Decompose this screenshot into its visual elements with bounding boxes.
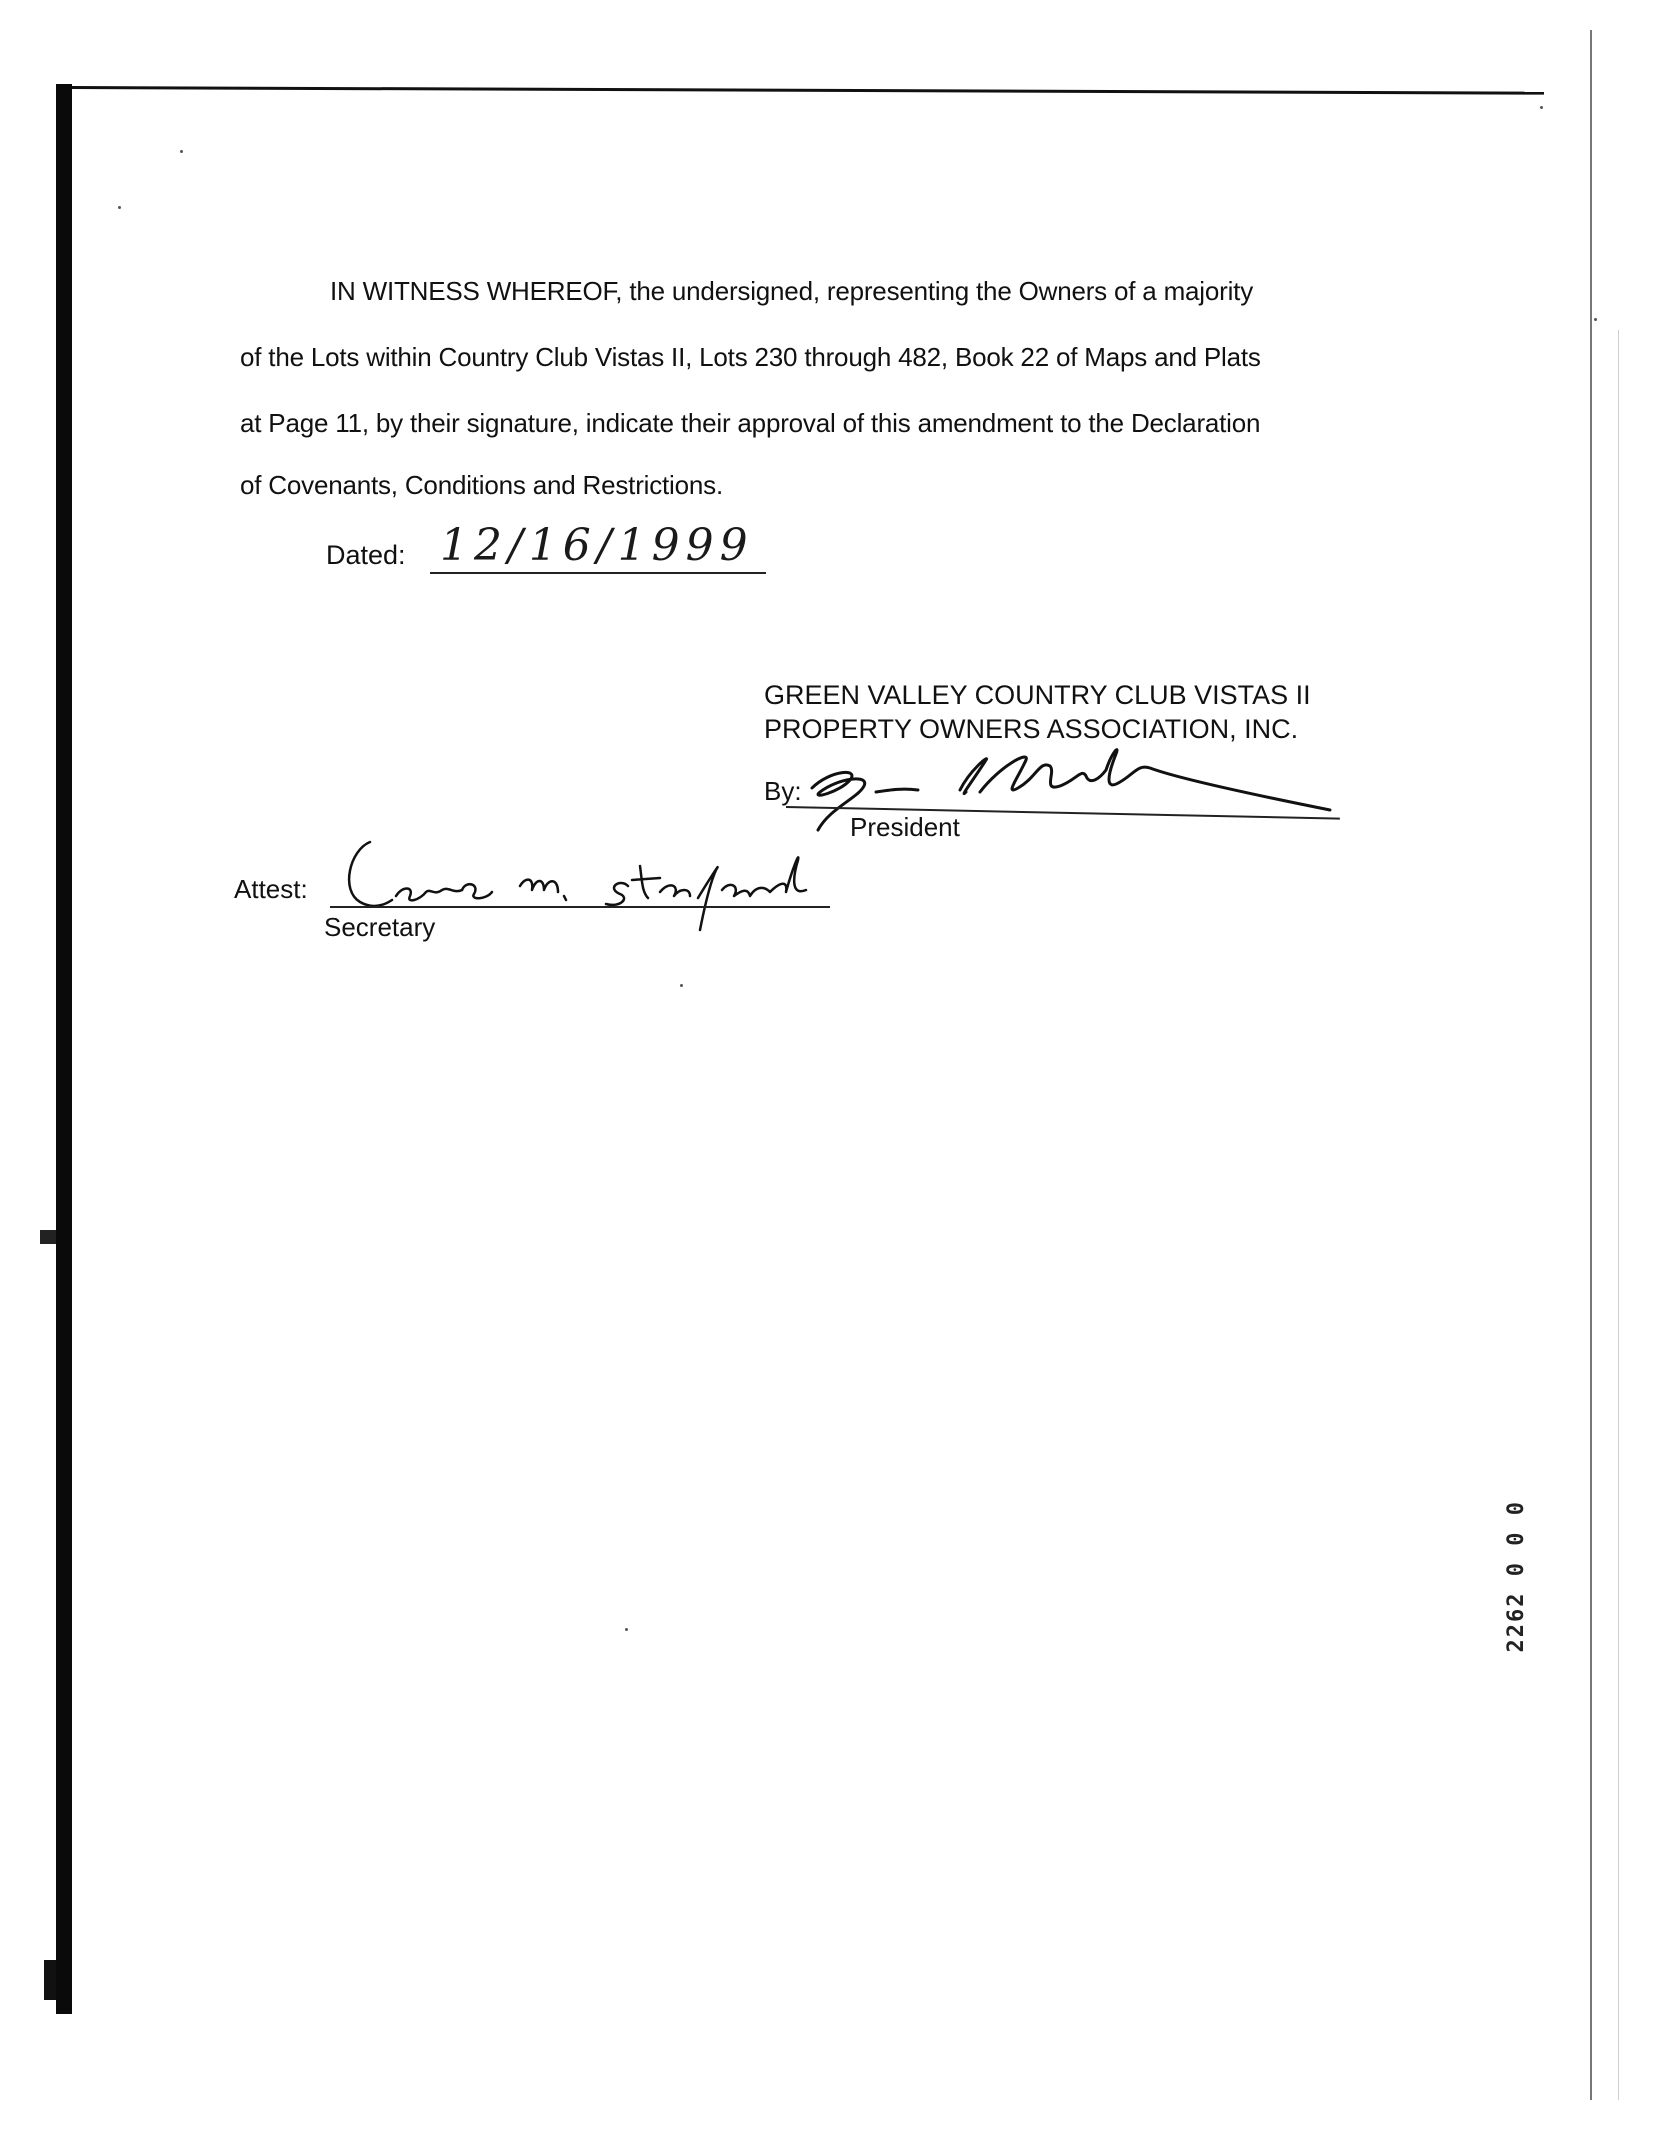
scan-speck (180, 150, 183, 153)
dated-handwritten-value: 12/16/1999 (440, 520, 754, 571)
scan-right-edge-faint (1618, 330, 1619, 2100)
secretary-label: Secretary (324, 912, 436, 942)
scan-left-border (56, 84, 72, 2014)
organization-name-line: GREEN VALLEY COUNTRY CLUB VISTAS II (764, 680, 1311, 710)
secretary-signature-line (330, 906, 830, 908)
recording-stamp-number: 2262 0 0 0 (1504, 1500, 1529, 1653)
organization-name-line: PROPERTY OWNERS ASSOCIATION, INC. (764, 714, 1299, 744)
dated-label: Dated: (326, 540, 406, 570)
scan-speck (1594, 318, 1597, 321)
scan-border-notch (40, 1230, 56, 1244)
witness-paragraph-line: IN WITNESS WHEREOF, the undersigned, representing the Owners of a majority (330, 276, 1254, 306)
scan-speck (1540, 106, 1543, 109)
scan-border-notch (44, 1960, 56, 2000)
witness-paragraph-line: of Covenants, Conditions and Restrictions. (240, 470, 723, 500)
attest-label: Attest: (234, 874, 308, 904)
scan-top-border (72, 86, 1544, 95)
president-label: President (850, 812, 960, 842)
witness-paragraph-line: at Page 11, by their signature, indicate their approval of this amendment to the Declaration (240, 408, 1261, 438)
scan-speck (118, 206, 121, 209)
dated-signature-line (430, 572, 766, 574)
by-label: By: (764, 776, 802, 806)
witness-paragraph-line: of the Lots within Country Club Vistas II, Lots 230 through 482, Book 22 of Maps and Plats (240, 342, 1261, 372)
scan-speck (680, 984, 683, 987)
scan-speck (625, 1628, 628, 1631)
scan-right-edge (1590, 30, 1592, 2100)
